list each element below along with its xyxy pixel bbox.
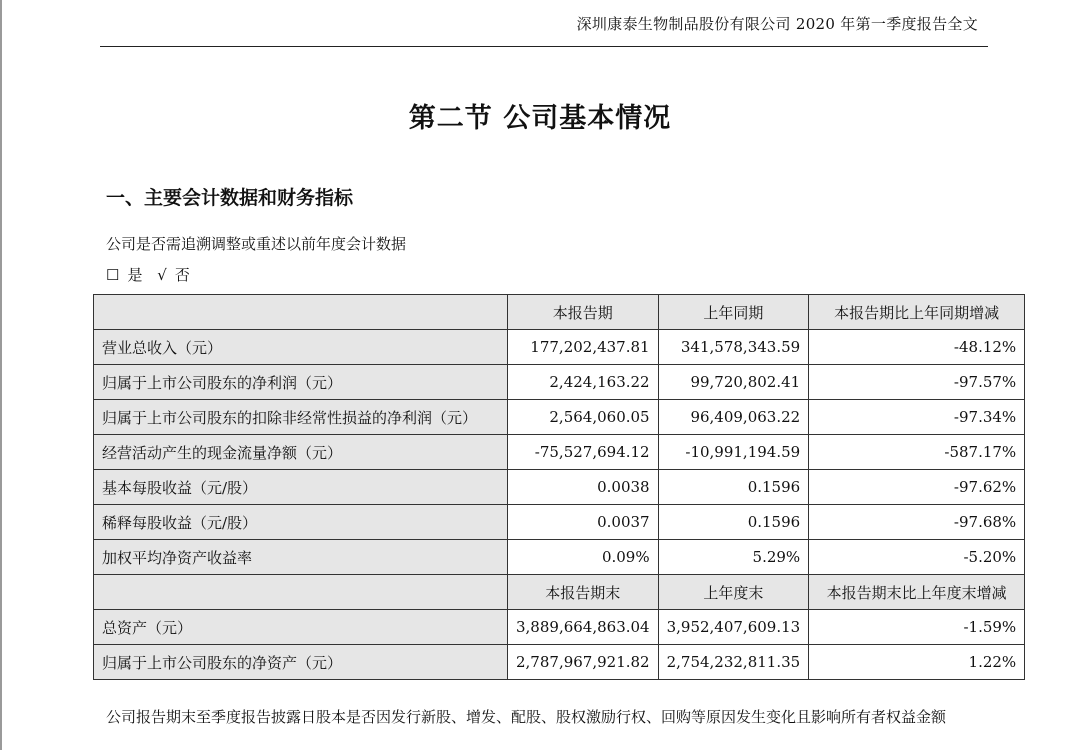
cell-change: -97.62%: [809, 470, 1025, 505]
table-header-row: [94, 295, 1025, 330]
table-row: [94, 330, 1025, 365]
table-row: [94, 365, 1025, 400]
row-label: 归属于上市公司股东的净利润（元）: [94, 365, 508, 400]
table-subheader-row: [94, 575, 1025, 610]
row-label: 归属于上市公司股东的净资产（元）: [94, 645, 508, 680]
financial-indicators-table: [93, 294, 1025, 680]
table-row: [94, 610, 1025, 645]
cell-prior: 96,409,063.22: [658, 400, 809, 435]
report-header: 深圳康泰生物制品股份有限公司 2020 年第一季度报告全文: [576, 15, 978, 33]
cell-current: 2,424,163.22: [508, 365, 659, 400]
cell-change: -48.12%: [809, 330, 1025, 365]
section-title: 第二节 公司基本情况: [408, 103, 672, 134]
check-mark-icon: √: [157, 266, 169, 284]
table-row: [94, 540, 1025, 575]
row-label: 总资产（元）: [94, 610, 508, 645]
cell-change: -97.34%: [809, 400, 1025, 435]
cell-current: 2,564,060.05: [508, 400, 659, 435]
table-row: [94, 505, 1025, 540]
table-row: [94, 470, 1025, 505]
col-header-current: 本报告期: [508, 295, 659, 330]
cell-current: 177,202,437.81: [508, 330, 659, 365]
checkbox-empty-icon: ☐: [106, 266, 122, 284]
cell-change: -5.20%: [809, 540, 1025, 575]
cell-prior: 99,720,802.41: [658, 365, 809, 400]
cell-change: -587.17%: [809, 435, 1025, 470]
cell-prior: 341,578,343.59: [658, 330, 809, 365]
cell-change: -1.59%: [809, 610, 1025, 645]
row-label: 加权平均净资产收益率: [94, 540, 508, 575]
subsection-title: 一、主要会计数据和财务指标: [106, 187, 354, 209]
cell-change: -97.68%: [809, 505, 1025, 540]
cell-current: 3,889,664,863.04: [508, 610, 659, 645]
restatement-question: 公司是否需追溯调整或重述以前年度会计数据: [106, 235, 407, 253]
share-capital-footnote: 公司报告期末至季度报告披露日股本是否因发行新股、增发、配股、股权激励行权、回购等原因发生变化且影响所有者权益金额: [106, 708, 947, 726]
cell-prior: 5.29%: [658, 540, 809, 575]
subheader-corner-cell: [94, 575, 508, 610]
cell-prior: 0.1596: [658, 470, 809, 505]
cell-current: -75,527,694.12: [508, 435, 659, 470]
row-label: 基本每股收益（元/股）: [94, 470, 508, 505]
col-header-period-end-change: 本报告期末比上年度末增减: [809, 575, 1025, 610]
col-header-prior-year-end: 上年度末: [658, 575, 809, 610]
option-yes-label: 是: [127, 266, 145, 284]
col-header-period-end: 本报告期末: [508, 575, 659, 610]
cell-prior: 2,754,232,811.35: [658, 645, 809, 680]
cell-change: -97.57%: [809, 365, 1025, 400]
col-header-change: 本报告期比上年同期增减: [809, 295, 1025, 330]
cell-current: 2,787,967,921.82: [508, 645, 659, 680]
cell-prior: 0.1596: [658, 505, 809, 540]
cell-change: 1.22%: [809, 645, 1025, 680]
table-row: [94, 435, 1025, 470]
cell-current: 0.09%: [508, 540, 659, 575]
option-no-label: 否: [174, 266, 192, 284]
header-divider: [100, 46, 988, 47]
cell-prior: -10,991,194.59: [658, 435, 809, 470]
header-corner-cell: [94, 295, 508, 330]
restatement-options: [106, 264, 198, 285]
cell-current: 0.0038: [508, 470, 659, 505]
table-row: [94, 645, 1025, 680]
col-header-prior: 上年同期: [658, 295, 809, 330]
row-label: 经营活动产生的现金流量净额（元）: [94, 435, 508, 470]
row-label: 归属于上市公司股东的扣除非经常性损益的净利润（元）: [94, 400, 508, 435]
row-label: 稀释每股收益（元/股）: [94, 505, 508, 540]
cell-prior: 3,952,407,609.13: [658, 610, 809, 645]
row-label: 营业总收入（元）: [94, 330, 508, 365]
table-row: [94, 400, 1025, 435]
cell-current: 0.0037: [508, 505, 659, 540]
